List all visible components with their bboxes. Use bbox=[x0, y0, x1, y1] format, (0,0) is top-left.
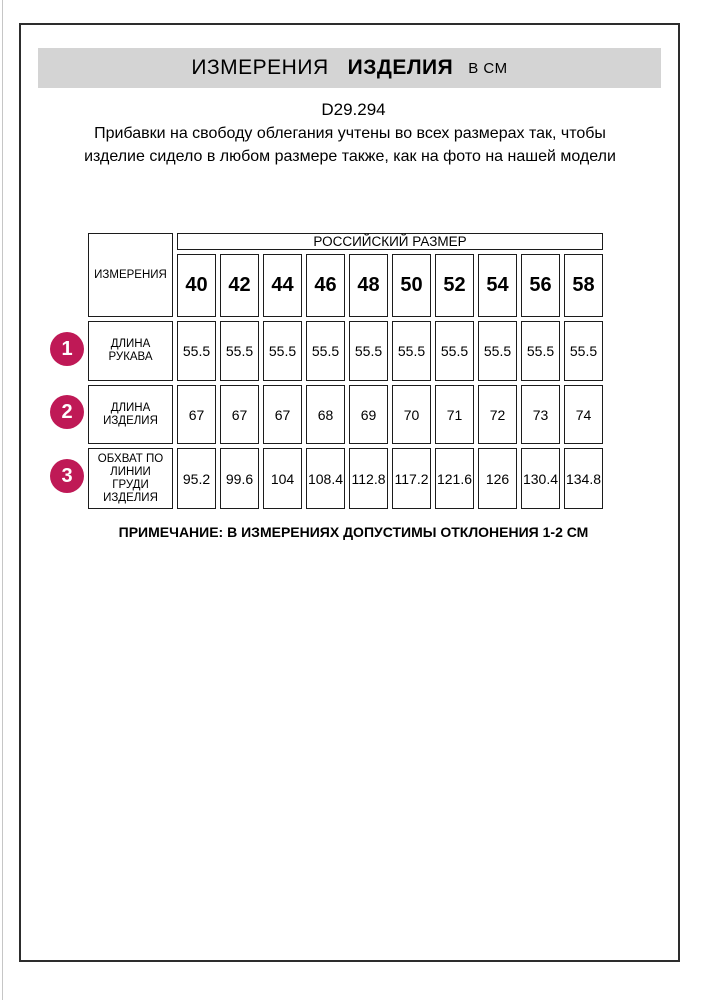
row-number-badge-1: 1 bbox=[50, 332, 84, 366]
page-edge-line bbox=[2, 0, 3, 1000]
table-row-chest-girth bbox=[88, 448, 603, 509]
size-header-cell: 42 bbox=[220, 254, 259, 317]
page-title: ИЗМЕРЕНИЯ bbox=[191, 56, 329, 79]
measure-value-cell: 108.4 bbox=[306, 448, 345, 509]
measure-value-cell: 104 bbox=[263, 448, 302, 509]
measure-value-cell: 95.2 bbox=[177, 448, 216, 509]
measure-value-cell: 74 bbox=[564, 385, 603, 444]
size-header-cell: 58 bbox=[564, 254, 603, 317]
measure-value-cell: 99.6 bbox=[220, 448, 259, 509]
measure-value-cell: 68 bbox=[306, 385, 345, 444]
size-header-cell: 52 bbox=[435, 254, 474, 317]
size-group-row bbox=[88, 233, 603, 250]
measure-value-cell: 55.5 bbox=[435, 321, 474, 381]
page-title-unit: В СМ bbox=[468, 59, 508, 77]
measure-value-cell: 55.5 bbox=[521, 321, 560, 381]
measurements-header-cell: ИЗМЕРЕНИЯ bbox=[88, 233, 173, 317]
product-code: D29.294 bbox=[321, 100, 386, 119]
size-header-cell: 46 bbox=[306, 254, 345, 317]
measure-value-cell: 126 bbox=[478, 448, 517, 509]
measure-value-cell: 55.5 bbox=[177, 321, 216, 381]
title-band bbox=[38, 48, 661, 88]
measure-value-cell: 121.6 bbox=[435, 448, 474, 509]
tolerance-note: ПРИМЕЧАНИЕ: В ИЗМЕРЕНИЯХ ДОПУСТИМЫ ОТКЛОНЕНИЯ 1-2 СМ bbox=[118, 524, 589, 540]
measure-label-cell: ДЛИНА ИЗДЕЛИЯ bbox=[88, 385, 173, 444]
measure-value-cell: 130.4 bbox=[521, 448, 560, 509]
measure-value-cell: 70 bbox=[392, 385, 431, 444]
measure-value-cell: 73 bbox=[521, 385, 560, 444]
measure-value-cell: 55.5 bbox=[478, 321, 517, 381]
measure-value-cell: 117.2 bbox=[392, 448, 431, 509]
table-row-sleeve-length bbox=[88, 321, 603, 381]
size-header-cell: 44 bbox=[263, 254, 302, 317]
size-group-header-cell: РОССИЙСКИЙ РАЗМЕР bbox=[177, 233, 603, 250]
page-title-emphasis: ИЗДЕЛИЯ bbox=[347, 56, 454, 79]
fit-description: Прибавки на свободу облегания учтены во всех размерах так, чтобы изделие сидело в любом размере также, как на фото на нашей модели bbox=[84, 125, 616, 165]
size-header-cell: 56 bbox=[521, 254, 560, 317]
measure-value-cell: 112.8 bbox=[349, 448, 388, 509]
measure-value-cell: 55.5 bbox=[263, 321, 302, 381]
size-header-cell: 48 bbox=[349, 254, 388, 317]
row-number-badge-3: 3 bbox=[50, 459, 84, 493]
size-header-cell: 50 bbox=[392, 254, 431, 317]
measure-value-cell: 69 bbox=[349, 385, 388, 444]
measure-value-cell: 55.5 bbox=[564, 321, 603, 381]
size-header-cell: 54 bbox=[478, 254, 517, 317]
measure-label-cell: ОБХВАТ ПО ЛИНИИ ГРУДИ ИЗДЕЛИЯ bbox=[88, 448, 173, 509]
measure-value-cell: 55.5 bbox=[220, 321, 259, 381]
size-table bbox=[84, 229, 607, 513]
size-header-cell: 40 bbox=[177, 254, 216, 317]
measure-value-cell: 67 bbox=[220, 385, 259, 444]
table-row-garment-length bbox=[88, 385, 603, 444]
measure-value-cell: 67 bbox=[263, 385, 302, 444]
measure-value-cell: 55.5 bbox=[349, 321, 388, 381]
measure-value-cell: 72 bbox=[478, 385, 517, 444]
row-number-badge-2: 2 bbox=[50, 395, 84, 429]
measure-value-cell: 55.5 bbox=[306, 321, 345, 381]
measure-value-cell: 71 bbox=[435, 385, 474, 444]
measure-value-cell: 55.5 bbox=[392, 321, 431, 381]
measure-label-cell: ДЛИНА РУКАВА bbox=[88, 321, 173, 381]
measure-value-cell: 134.8 bbox=[564, 448, 603, 509]
measure-value-cell: 67 bbox=[177, 385, 216, 444]
